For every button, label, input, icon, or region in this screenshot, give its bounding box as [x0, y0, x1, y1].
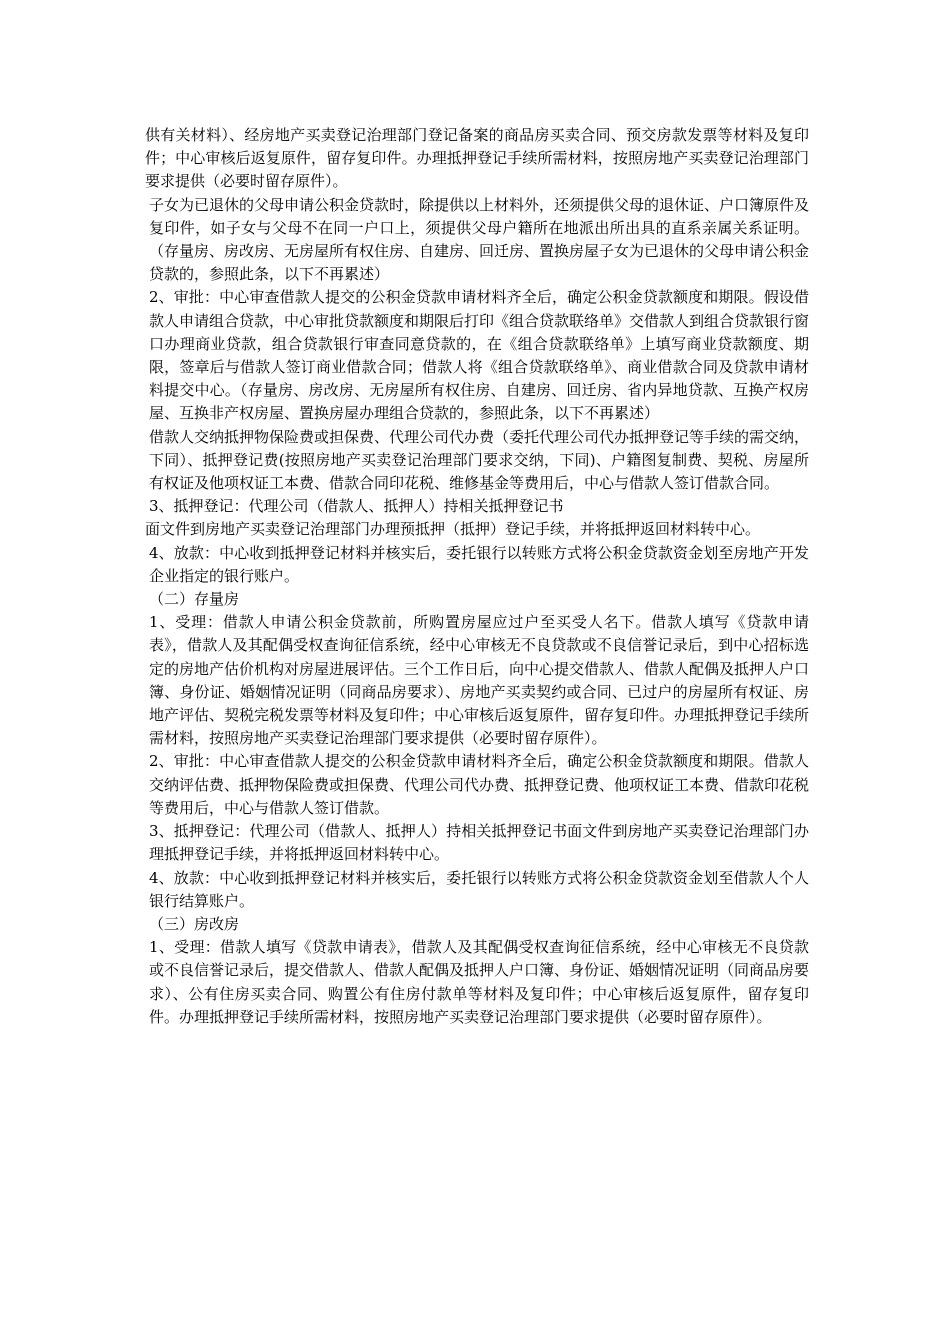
paragraph-retired-parents: 子女为已退休的父母申请公积金贷款时，除提供以上材料外，还须提供父母的退休证、户口簿原件及复印件，如子女与父母不在同一户口上，须提供父母户籍所在地派出所出具的直系亲属关系证明。（存量房、房改房、无房屋所有权住房、自建房、回迁房、置换房屋子女为已退休的父母申请公积金贷款的，参照此条，以下不再累述） [149, 195, 810, 284]
paragraph-fees: 借款人交纳抵押物保险费或担保费、代理公司代办费（委托代理公司代办抵押登记等手续的需交纳，下同）、抵押登记费(按照房地产买卖登记治理部门要求交纳，下同)、户籍图复制费、契税、房屋所有权证及他项权证工本费、借款合同印花税、维修基金等费用后，中心与借款人签订借款合同。 [149, 427, 810, 493]
paragraph-existing-mortgage: 3、抵押登记：代理公司（借款人、抵押人）持相关抵押登记书面文件到房地产买卖登记治理部门办理抵押登记手续，并将抵押返回材料转中心。 [149, 822, 809, 864]
paragraph-existing-acceptance: 1、受理：借款人申请公积金贷款前，所购置房屋应过户至买受人名下。借款人填写《贷款申请表》，借款人及其配偶受权查询征信系统，经中心审核无不良贷款或不良信誉记录后，到中心招标选定的房地产估价机构对房屋进展评估。三个工作日后，向中心提交借款人、借款人配偶及抵押人户口簿、身份证、婚姻情况证明（同商品房要求）、房地产买卖契约或合同、已过户的房屋所有权证、房地产评估、契税完税发票等材料及复印件；中心审核后返复原件，留存复印件。办理抵押登记手续所需材料，按照房地产买卖登记治理部门要求提供（必要时留存原件）。 [149, 613, 810, 748]
document-page [145, 124, 809, 1029]
paragraph-reform-acceptance: 1、受理：借款人填写《贷款申请表》，借款人及其配偶受权查询征信系统，经中心审核无不良贷款或不良信誉记录后，提交借款人、借款人配偶及抵押人户口簿、身份证、婚姻情况证明（同商品房要求）、公有住房买卖合同、购置公有住房付款单等材料及复印件；中心审核后返复原件，留存复印件。办理抵押登记手续所需材料，按照房地产买卖登记治理部门要求提供（必要时留存原件）。 [149, 938, 810, 1026]
paragraph-materials-continued: 供有关材料）、经房地产买卖登记治理部门登记备案的商品房买卖合同、预交房款发票等材料及复印件；中心审核后返复原件，留存复印件。办理抵押登记手续所需材料，按照房地产买卖登记治理部门要求提供（必要时留存原件）。 [145, 126, 809, 191]
section-heading-existing-housing: （二）存量房 [149, 590, 240, 609]
paragraph-mortgage-registration-continued: 面文件到房地产买卖登记治理部门办理预抵押（抵押）登记手续，并将抵押返回材料转中心。 [145, 520, 761, 539]
paragraph-existing-disbursement: 4、放款：中心收到抵押登记材料并核实后，委托银行以转账方式将公积金贷款资金划至借款人个人银行结算账户。 [149, 868, 809, 910]
section-heading-reform-housing: （三）房改房 [149, 914, 240, 933]
paragraph-mortgage-registration: 3、抵押登记：代理公司（借款人、抵押人）持相关抵押登记书 [149, 497, 564, 516]
paragraph-existing-approval: 2、审批：中心审查借款人提交的公积金贷款申请材料齐全后，确定公积金贷款额度和期限。借款人交纳评估费、抵押物保险费或担保费、代理公司代办费、抵押登记费、他项权证工本费、借款印花税等费用后，中心与借款人签订借款。 [149, 752, 810, 817]
paragraph-approval: 2、审批：中心审查借款人提交的公积金贷款申请材料齐全后，确定公积金贷款额度和期限。假设借款人申请组合贷款，中心审批贷款额度和期限后打印《组合贷款联络单》交借款人到组合贷款银行窗口办理商业贷款，组合贷款银行审查同意贷款的，在《组合贷款联络单》上填写商业贷款额度、期限，签章后与借款人签订商业借款合同；借款人将《组合贷款联络单》、商业借款合同及贷款申请材料提交中心。（存量房、房改房、无房屋所有权住房、自建房、回迁房、省内异地贷款、互换产权房屋、互换非产权房屋、置换房屋办理组合贷款的，参照此条，以下不再累述） [149, 288, 810, 423]
paragraph-disbursement: 4、放款：中心收到抵押登记材料并核实后，委托银行以转账方式将公积金贷款资金划至房地产开发企业指定的银行账户。 [149, 543, 809, 585]
